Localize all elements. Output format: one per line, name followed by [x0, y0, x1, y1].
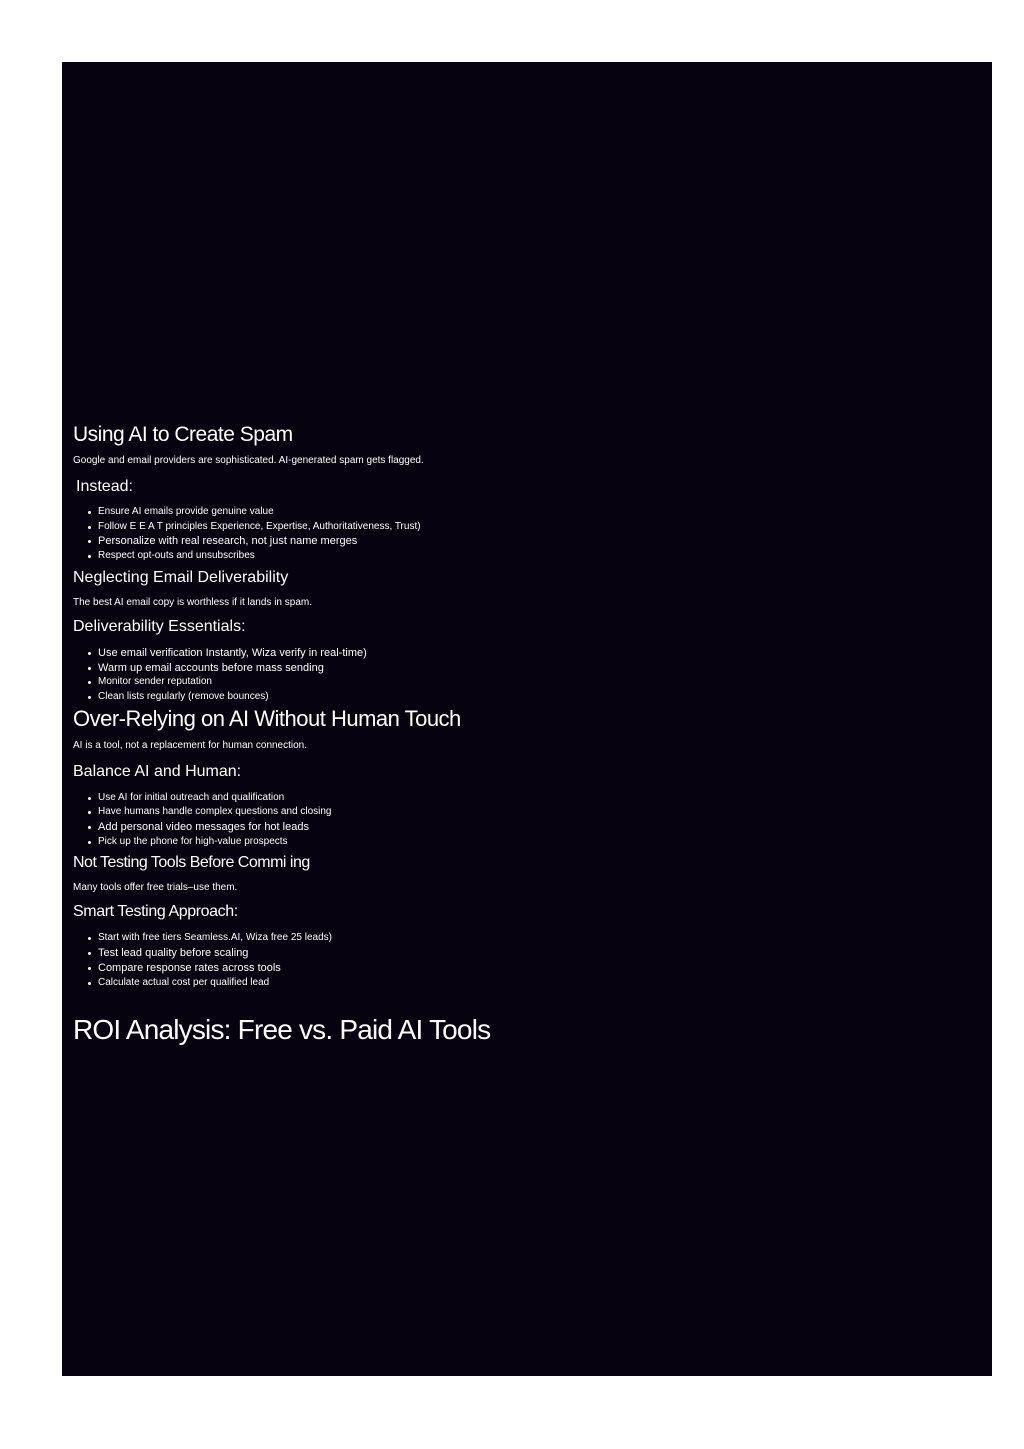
section-text: Google and email providers are sophisticated. AI-generated spam gets flagged.: [73, 455, 424, 466]
list-item: Personalize with real research, not just name merges: [98, 534, 973, 549]
section-text: Many tools offer free trials–use them.: [73, 882, 238, 894]
list-item: Ensure AI emails provide genuine value: [98, 505, 973, 520]
list-item: Follow E E A T principles Experience, Expertise, Authoritativeness, Trust): [98, 520, 973, 535]
section-subtitle: Instead:: [76, 478, 133, 495]
document-page: [62, 62, 992, 1376]
section-title: Neglecting Email Deliverability: [73, 568, 289, 586]
bullet-list: [73, 646, 973, 705]
section-subtitle: Deliverability Essentials:: [73, 617, 246, 635]
list-item: Pick up the phone for high-value prospects: [98, 835, 973, 850]
list-item: Warm up email accounts before mass sending: [98, 661, 973, 676]
bullet-list: [73, 791, 973, 850]
list-item: Start with free tiers Seamless.AI, Wiza free 25 leads): [98, 931, 973, 946]
section-title: Using AI to Create Spam: [73, 423, 293, 446]
section-title: Over-Relying on AI Without Human Touch: [73, 705, 461, 731]
list-item: Calculate actual cost per qualified lead: [98, 976, 973, 991]
content: [73, 422, 973, 1047]
section-text: The best AI email copy is worthless if it lands in spam.: [73, 596, 312, 608]
bullet-list: [73, 505, 973, 564]
list-item: Compare response rates across tools: [98, 961, 973, 976]
page-heading: ROI Analysis: Free vs. Paid AI Tools: [73, 1014, 491, 1046]
list-item: Clean lists regularly (remove bounces): [98, 690, 973, 705]
list-item: Monitor sender reputation: [98, 675, 973, 690]
list-item: Use email verification Instantly, Wiza verify in real-time): [98, 646, 973, 661]
section-title: Not Testing Tools Before Commi ing: [73, 854, 310, 872]
list-item: Add personal video messages for hot leads: [98, 820, 973, 835]
list-item: Use AI for initial outreach and qualification: [98, 791, 973, 806]
section-text: AI is a tool, not a replacement for human connection.: [73, 739, 308, 751]
list-item: Test lead quality before scaling: [98, 946, 973, 961]
section-subtitle: Balance AI and Human:: [73, 762, 242, 780]
section-subtitle: Smart Testing Approach:: [73, 903, 238, 921]
list-item: Respect opt-outs and unsubscribes: [98, 549, 973, 564]
list-item: Have humans handle complex questions and closing: [98, 805, 973, 820]
bullet-list: [73, 931, 973, 990]
